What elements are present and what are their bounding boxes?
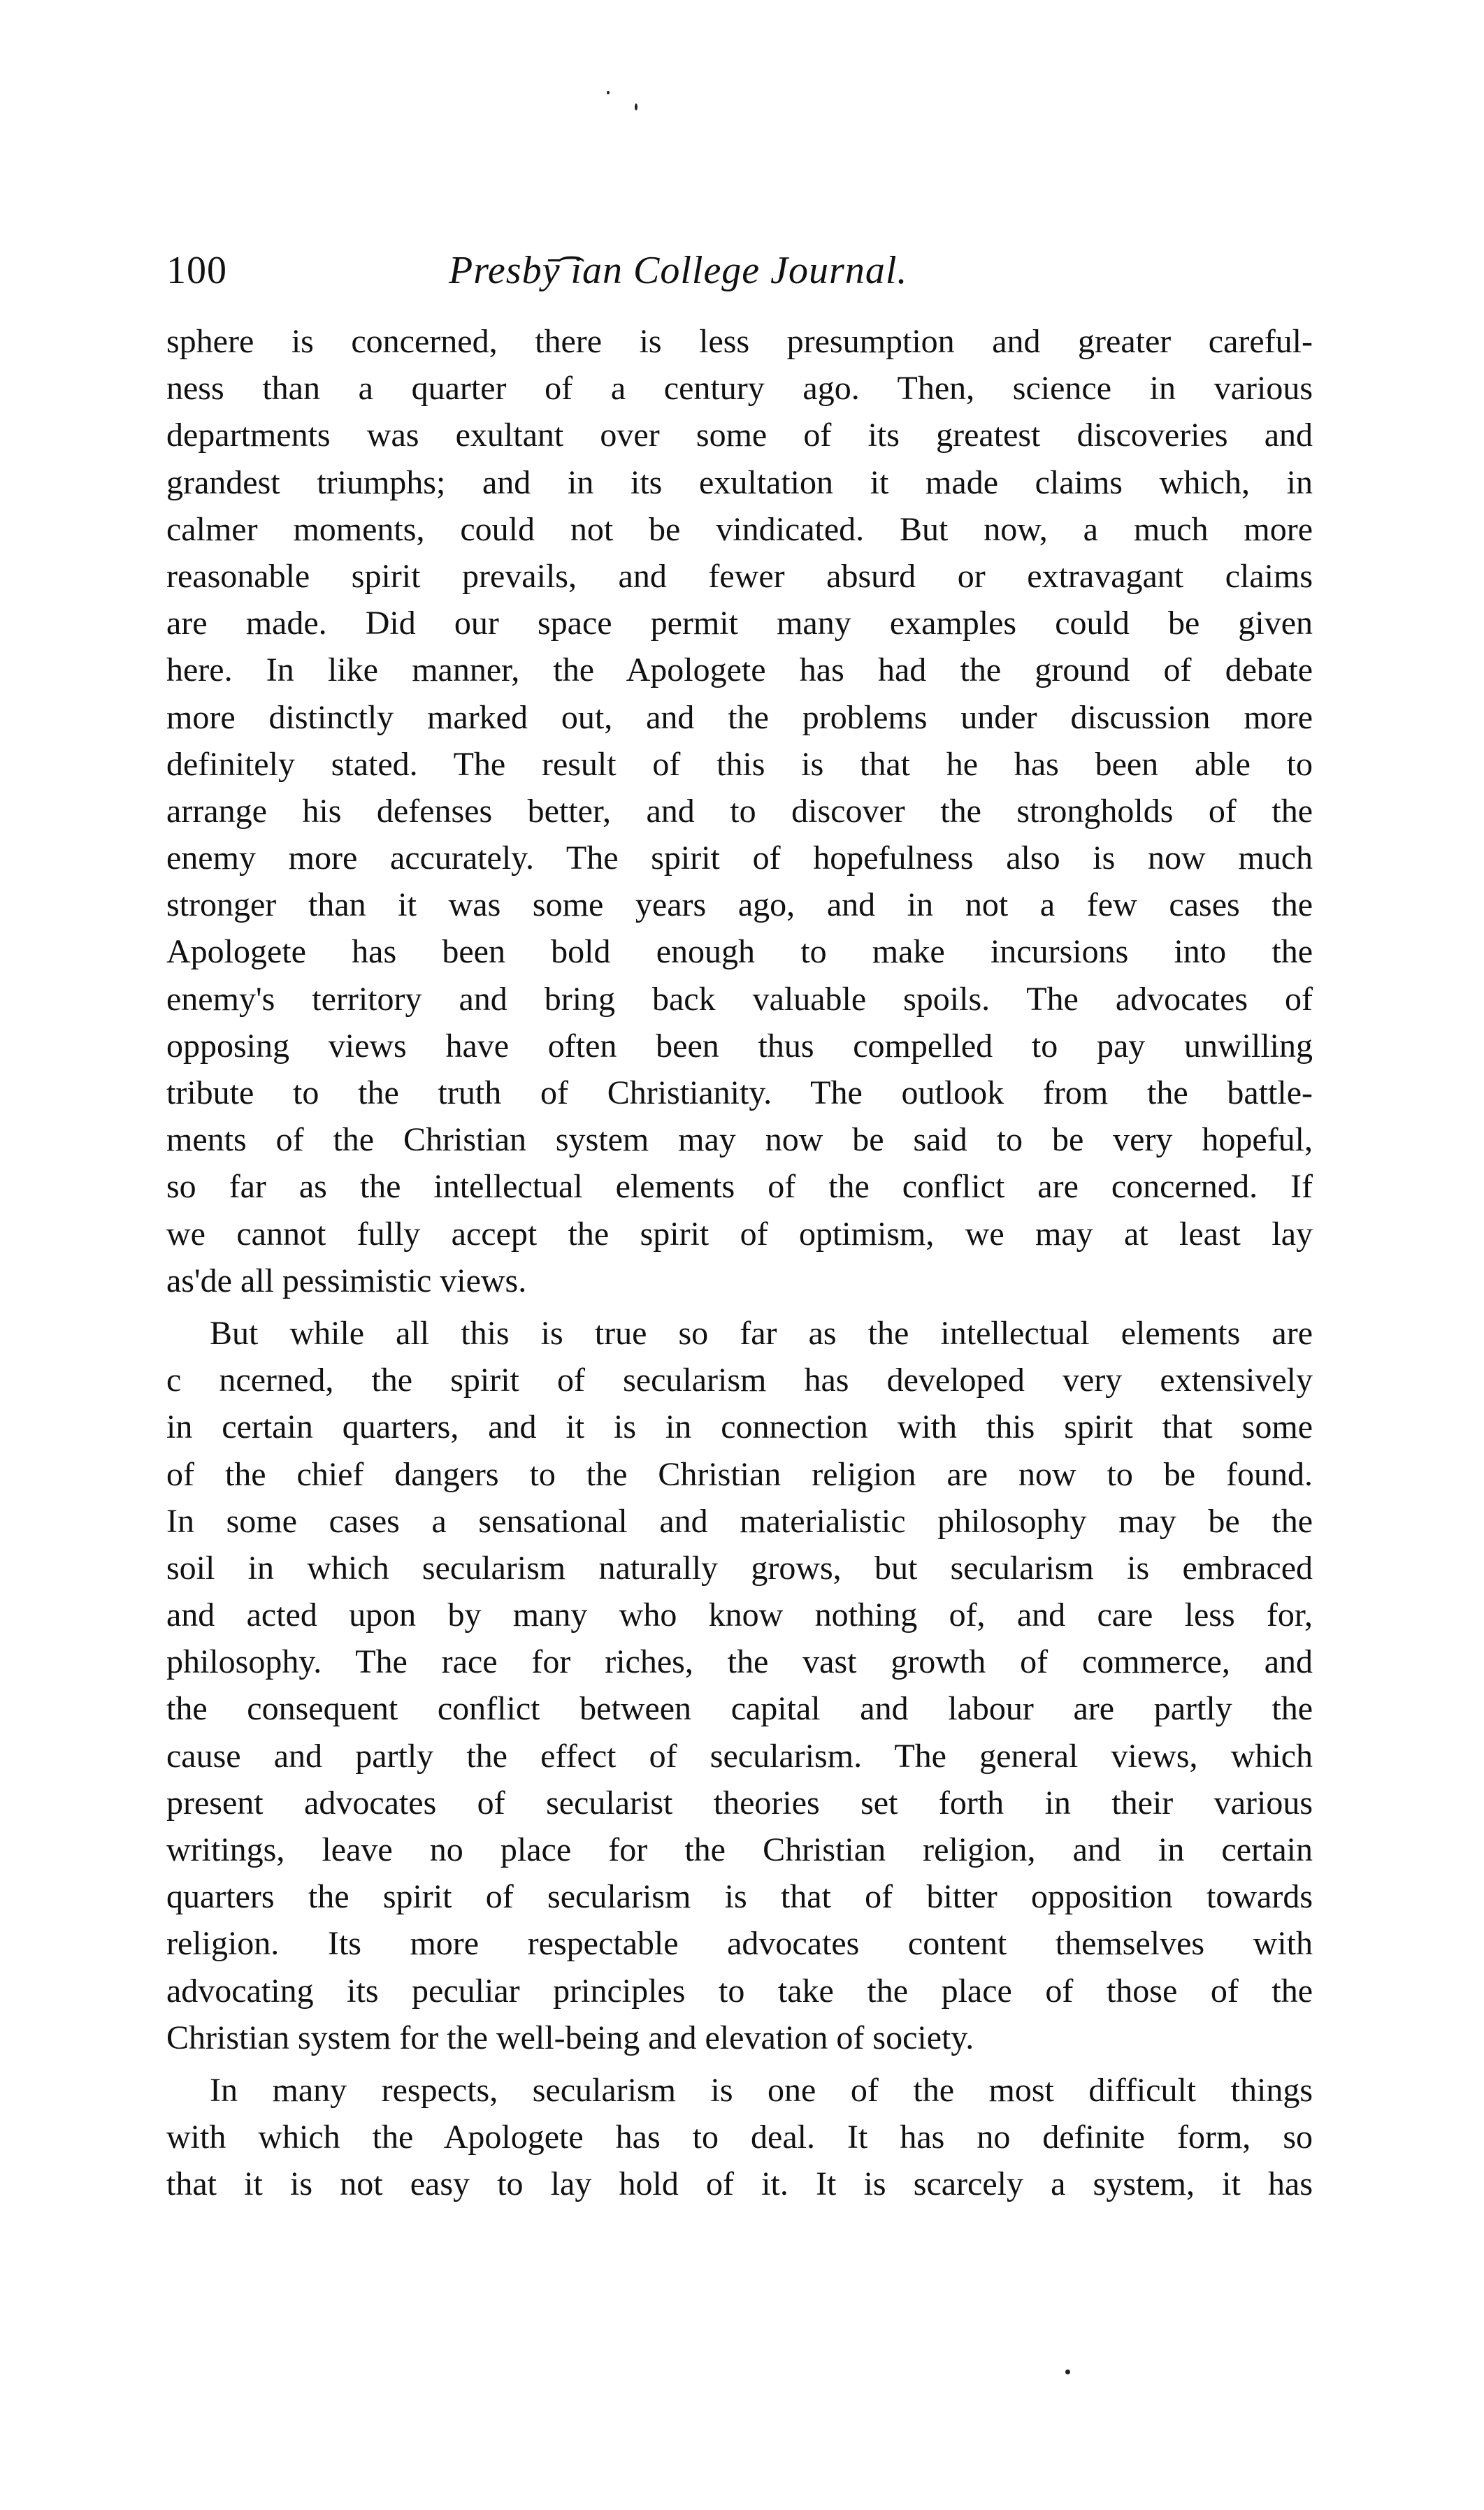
- text-line: philosophy. The race for riches, the vast growth of commerce, and: [166, 1643, 1313, 1681]
- text-line: soil in which secularism naturally grows, but secularism is embraced: [166, 1549, 1313, 1587]
- ink-speck: [607, 91, 610, 94]
- paragraph: [166, 318, 1313, 1304]
- text-line: departments was exultant over some of its greatest discoveries and: [166, 417, 1313, 454]
- text-line: in certain quarters, and it is in connection with this spirit that some: [166, 1408, 1313, 1446]
- paragraph: [166, 1310, 1313, 2061]
- text-line: cause and partly the effect of secularism. The general views, which: [166, 1737, 1313, 1775]
- page-header: [166, 248, 1313, 304]
- text-line: so far as the intellectual elements of the conflict are concerned. If: [166, 1168, 1313, 1206]
- text-line: sphere is concerned, there is less presumption and greater careful-: [166, 323, 1313, 360]
- text-line: Christian system for the well-being and elevation of society.: [166, 2019, 974, 2056]
- text-line: Apologete has been bold enough to make incursions into the: [166, 933, 1313, 971]
- text-line: c ncerned, the spirit of secularism has developed very extensively: [166, 1362, 1313, 1399]
- text-line: here. In like manner, the Apologete has had the ground of debate: [166, 651, 1313, 689]
- ink-speck: [635, 103, 637, 110]
- running-title: Presbȳ͡ ian College Journal.: [449, 249, 908, 292]
- text-line: grandest triumphs; and in its exultation it made claims which, in: [166, 463, 1313, 501]
- text-line: tribute to the truth of Christianity. The outlook from the battle-: [166, 1074, 1313, 1111]
- text-line: definitely stated. The result of this is that he has been able to: [166, 745, 1313, 783]
- text-line: In many respects, secularism is one of the most difficult things: [210, 2071, 1313, 2109]
- text-line: of the chief dangers to the Christian religion are now to be found.: [166, 1455, 1313, 1493]
- text-line: ness than a quarter of a century ago. Then, science in various: [166, 370, 1313, 407]
- text-line: more distinctly marked out, and the problems under discussion more: [166, 698, 1313, 736]
- text-line: writings, leave no place for the Christian religion, and in certain: [166, 1831, 1313, 1868]
- text-line: that it is not easy to lay hold of it. It is scarcely a system, it has: [166, 2165, 1313, 2203]
- ink-speck: [1065, 2370, 1070, 2374]
- text-line: as'de all pessimistic views.: [166, 1262, 527, 1299]
- text-line: we cannot fully accept the spirit of optimism, we may at least lay: [166, 1215, 1313, 1253]
- text-line: the consequent conflict between capital and labour are partly the: [166, 1690, 1313, 1728]
- page-number: 100: [166, 249, 227, 292]
- text-line: religion. Its more respectable advocates content themselves with: [166, 1925, 1313, 1963]
- text-line: calmer moments, could not be vindicated. But now, a much more: [166, 510, 1313, 548]
- text-line: enemy more accurately. The spirit of hopefulness also is now much: [166, 839, 1313, 877]
- text-line: enemy's territory and bring back valuable spoils. The advocates of: [166, 980, 1313, 1018]
- text-line: arrange his defenses better, and to discover the strongholds of the: [166, 792, 1313, 830]
- text-line: opposing views have often been thus compelled to pay unwilling: [166, 1027, 1313, 1065]
- body-text: [166, 318, 1313, 2208]
- text-line: advocating its peculiar principles to take the place of those of the: [166, 1972, 1313, 2010]
- text-line: reasonable spirit prevails, and fewer absurd or extravagant claims: [166, 557, 1313, 595]
- text-line: quarters the spirit of secularism is that of bitter opposition towards: [166, 1878, 1313, 1916]
- text-line: are made. Did our space permit many examples could be given: [166, 605, 1313, 642]
- text-line: with which the Apologete has to deal. It has no definite form, so: [166, 2119, 1313, 2156]
- text-line: But while all this is true so far as the intellectual elements are: [210, 1314, 1313, 1352]
- text-line: present advocates of secularist theories set forth in their various: [166, 1784, 1313, 1822]
- text-line: ments of the Christian system may now be said to be very hopeful,: [166, 1121, 1313, 1159]
- paragraph: [166, 2067, 1313, 2208]
- text-line: In some cases a sensational and materialistic philosophy may be the: [166, 1502, 1313, 1540]
- paragraph-gap: [166, 1304, 1313, 1310]
- text-line: stronger than it was some years ago, and in not a few cases the: [166, 886, 1313, 924]
- paragraph-gap: [166, 2061, 1313, 2067]
- text-line: and acted upon by many who know nothing of, and care less for,: [166, 1596, 1313, 1634]
